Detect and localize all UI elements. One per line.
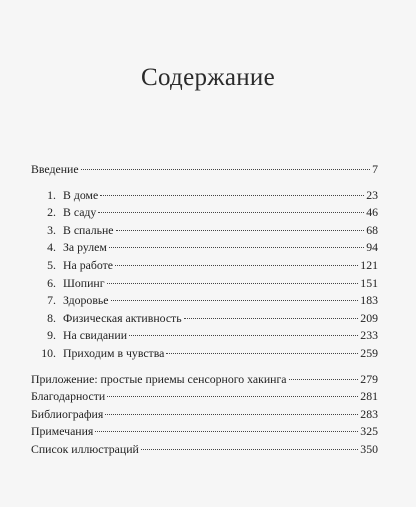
dot-leader bbox=[129, 335, 358, 336]
dot-leader bbox=[107, 283, 359, 284]
toc-entry bbox=[31, 406, 378, 424]
toc-entry-label: На работе bbox=[63, 257, 113, 272]
toc-entry bbox=[31, 257, 378, 275]
toc-entry-page: 283 bbox=[360, 406, 378, 421]
toc-entry-page: 279 bbox=[360, 371, 378, 386]
toc-entry-page: 350 bbox=[360, 441, 378, 456]
toc-entry bbox=[31, 239, 378, 257]
toc-entry-number: 2. bbox=[47, 205, 56, 220]
toc-entry-page: 94 bbox=[366, 240, 378, 255]
toc-entry-label: Библиография bbox=[31, 406, 104, 421]
toc-entry-label: Список иллюстраций bbox=[31, 441, 139, 456]
dot-leader bbox=[184, 318, 359, 319]
toc-entry bbox=[31, 222, 378, 240]
dot-leader bbox=[98, 212, 364, 213]
toc-entry-page: 281 bbox=[360, 389, 378, 404]
dot-leader bbox=[289, 379, 359, 380]
toc-entry-label: За рулем bbox=[63, 240, 107, 255]
page-title: Содержание bbox=[141, 64, 275, 91]
toc-entry-number: 3. bbox=[47, 222, 56, 237]
toc-entry-page: 46 bbox=[366, 205, 378, 220]
toc-entry-number: 6. bbox=[47, 275, 56, 290]
toc-entry bbox=[31, 275, 378, 293]
toc-entry-page: 209 bbox=[360, 310, 378, 325]
toc-entry-page: 259 bbox=[360, 345, 378, 360]
toc-entry-label: Введение bbox=[31, 162, 79, 176]
dot-leader bbox=[105, 414, 358, 415]
toc-entry-label: В саду bbox=[63, 205, 97, 220]
toc-entry-number: 1. bbox=[47, 187, 56, 202]
toc-entry-label: Шопинг bbox=[63, 275, 105, 290]
toc-entry bbox=[31, 388, 378, 406]
toc-entry bbox=[31, 161, 378, 179]
toc-entry-label: Приложение: простые приемы сенсорного хакинга bbox=[31, 371, 287, 386]
dot-leader bbox=[111, 300, 359, 301]
toc-entry bbox=[31, 187, 378, 205]
toc-entry-number: 4. bbox=[47, 240, 56, 255]
toc-entry-page: 151 bbox=[360, 275, 378, 290]
dot-leader bbox=[109, 247, 364, 248]
toc-entry-number: 7. bbox=[47, 293, 56, 308]
toc-entry-label: Приходим в чувства bbox=[63, 345, 165, 360]
dot-leader bbox=[166, 353, 358, 354]
toc-entry-label: На свидании bbox=[63, 328, 128, 343]
toc-entry-label: В доме bbox=[63, 187, 99, 202]
toc-entry-label: Примечания bbox=[31, 424, 94, 439]
toc-entry-page: 325 bbox=[360, 424, 378, 439]
toc-entry bbox=[31, 204, 378, 222]
toc-entry-label: Благодарности bbox=[31, 389, 106, 404]
dot-leader bbox=[81, 169, 371, 170]
toc-entry bbox=[31, 423, 378, 441]
toc-entry bbox=[31, 371, 378, 389]
dot-leader bbox=[95, 431, 358, 432]
toc-entry-number: 9. bbox=[47, 328, 56, 343]
toc-entry-page: 183 bbox=[360, 293, 378, 308]
dot-leader bbox=[115, 265, 358, 266]
toc-entry-page: 68 bbox=[366, 222, 378, 237]
dot-leader bbox=[107, 396, 358, 397]
toc-entry-page: 121 bbox=[360, 257, 378, 272]
toc-entry-number: 8. bbox=[47, 310, 56, 325]
toc-entry-label: В спальне bbox=[63, 222, 114, 237]
toc-entry bbox=[31, 310, 378, 328]
toc-entry-label: Физическая активность bbox=[63, 310, 182, 325]
toc-entry bbox=[31, 345, 378, 363]
toc-entry-number: 10. bbox=[41, 345, 56, 360]
toc-entry-page: 233 bbox=[360, 328, 378, 343]
table-of-contents bbox=[31, 161, 378, 459]
toc-entry-label: Здоровье bbox=[63, 293, 109, 308]
dot-leader bbox=[116, 230, 365, 231]
dot-leader bbox=[141, 449, 358, 450]
toc-entry-page: 23 bbox=[366, 187, 378, 202]
dot-leader bbox=[100, 195, 364, 196]
toc-entry bbox=[31, 327, 378, 345]
toc-entry-number: 5. bbox=[47, 257, 56, 272]
toc-entry-page: 7 bbox=[372, 162, 378, 176]
toc-entry bbox=[31, 441, 378, 459]
toc-entry bbox=[31, 292, 378, 310]
